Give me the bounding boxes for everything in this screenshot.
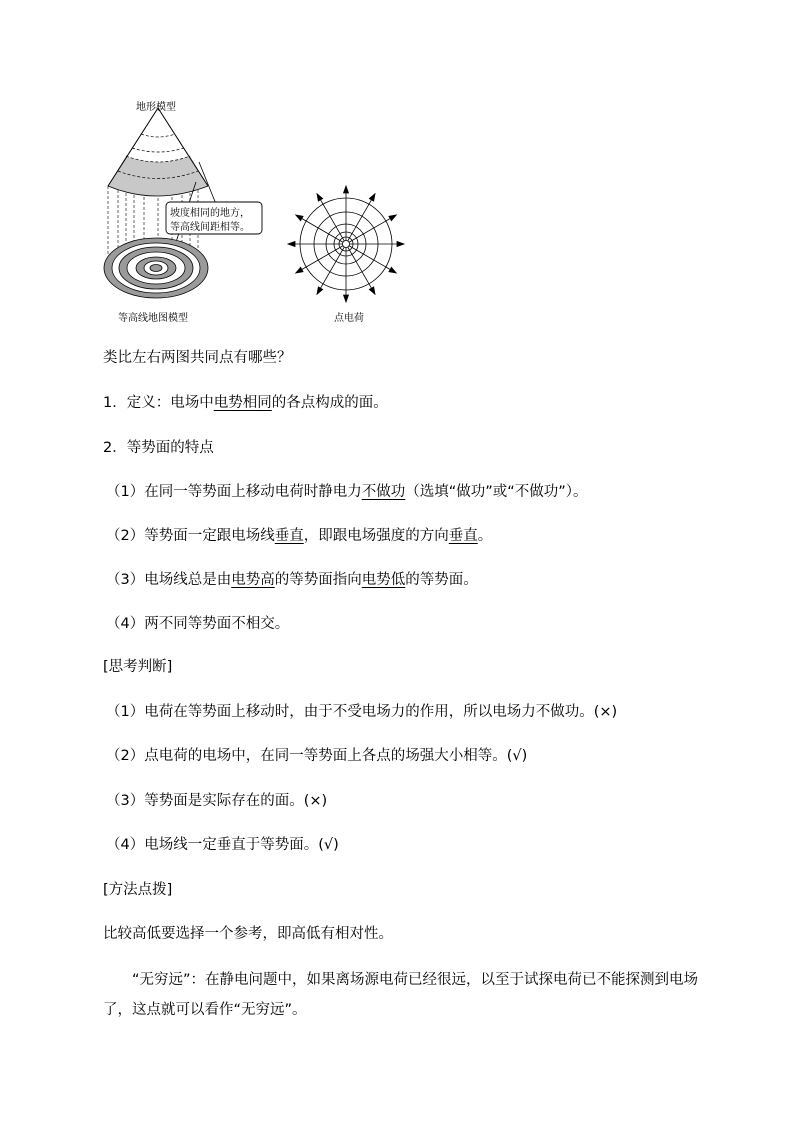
feature-4: （4）两不同等势面不相交。: [106, 616, 290, 632]
method-heading: [方法点拨]: [103, 882, 173, 898]
feature-2-middle: ，即跟电场强度的方向: [303, 528, 449, 544]
feature-3-answer-2: 电势低: [361, 572, 406, 588]
feature-3: [106, 570, 478, 590]
feature-1: [106, 482, 588, 502]
feature-1-suffix: （选填“做功”或“不做功”）。: [405, 484, 588, 500]
feature-2-answer-2: 垂直: [448, 528, 478, 544]
judge-item-4: （4）电场线一定垂直于等势面。(√): [106, 837, 339, 853]
definition-answer: 电势相同: [213, 395, 272, 411]
feature-1-answer: 不做功: [361, 484, 406, 500]
definition-prefix: 1．定义：电场中: [103, 395, 214, 411]
feature-2-answer-1: 垂直: [274, 528, 304, 544]
callout-line-1: 坡度相同的地方，: [170, 208, 250, 219]
contour-map-label: 等高线地图模型: [118, 313, 188, 324]
feature-2: [106, 526, 492, 546]
definition-suffix: 的各点构成的面。: [271, 395, 388, 411]
method-text: 比较高低要选择一个参考，即高低有相对性。: [103, 926, 393, 942]
terrain-model-label: 地形模型: [136, 102, 176, 113]
features-heading: 2．等势面的特点: [103, 440, 214, 456]
question-line: 类比左右两图共同点有哪些？: [103, 350, 292, 366]
point-charge-label: 点电荷: [334, 313, 364, 324]
definition-line: [103, 393, 388, 413]
content-body: [103, 0, 743, 1123]
feature-2-prefix: （2）等势面一定跟电场线: [106, 528, 275, 544]
feature-3-prefix: （3）电场线总是由: [106, 572, 232, 588]
infinity-paragraph: “无穷远”：在静电问题中，如果离场源电荷已经很远，以至于试探电荷已不能探测到电场了，这点就可以看作“无穷远”。: [103, 972, 699, 1018]
judge-heading: [思考判断]: [103, 659, 173, 675]
judge-item-1: （1）电荷在等势面上移动时，由于不受电场力的作用，所以电场力不做功。(×): [106, 704, 618, 720]
judge-item-3: （3）等势面是实际存在的面。(×): [106, 793, 328, 809]
callout-line-2: 等高线间距相等。: [170, 222, 250, 233]
feature-3-answer-1: 电势高: [231, 572, 275, 588]
feature-2-suffix: 。: [477, 528, 493, 544]
feature-3-suffix: 的等势面。: [405, 572, 478, 588]
judge-item-2: （2）点电荷的电场中，在同一等势面上各点的场强大小相等。(√): [106, 748, 528, 764]
feature-1-prefix: （1）在同一等势面上移动电荷时静电力: [106, 484, 362, 500]
feature-3-middle: 的等势面指向: [274, 572, 362, 588]
